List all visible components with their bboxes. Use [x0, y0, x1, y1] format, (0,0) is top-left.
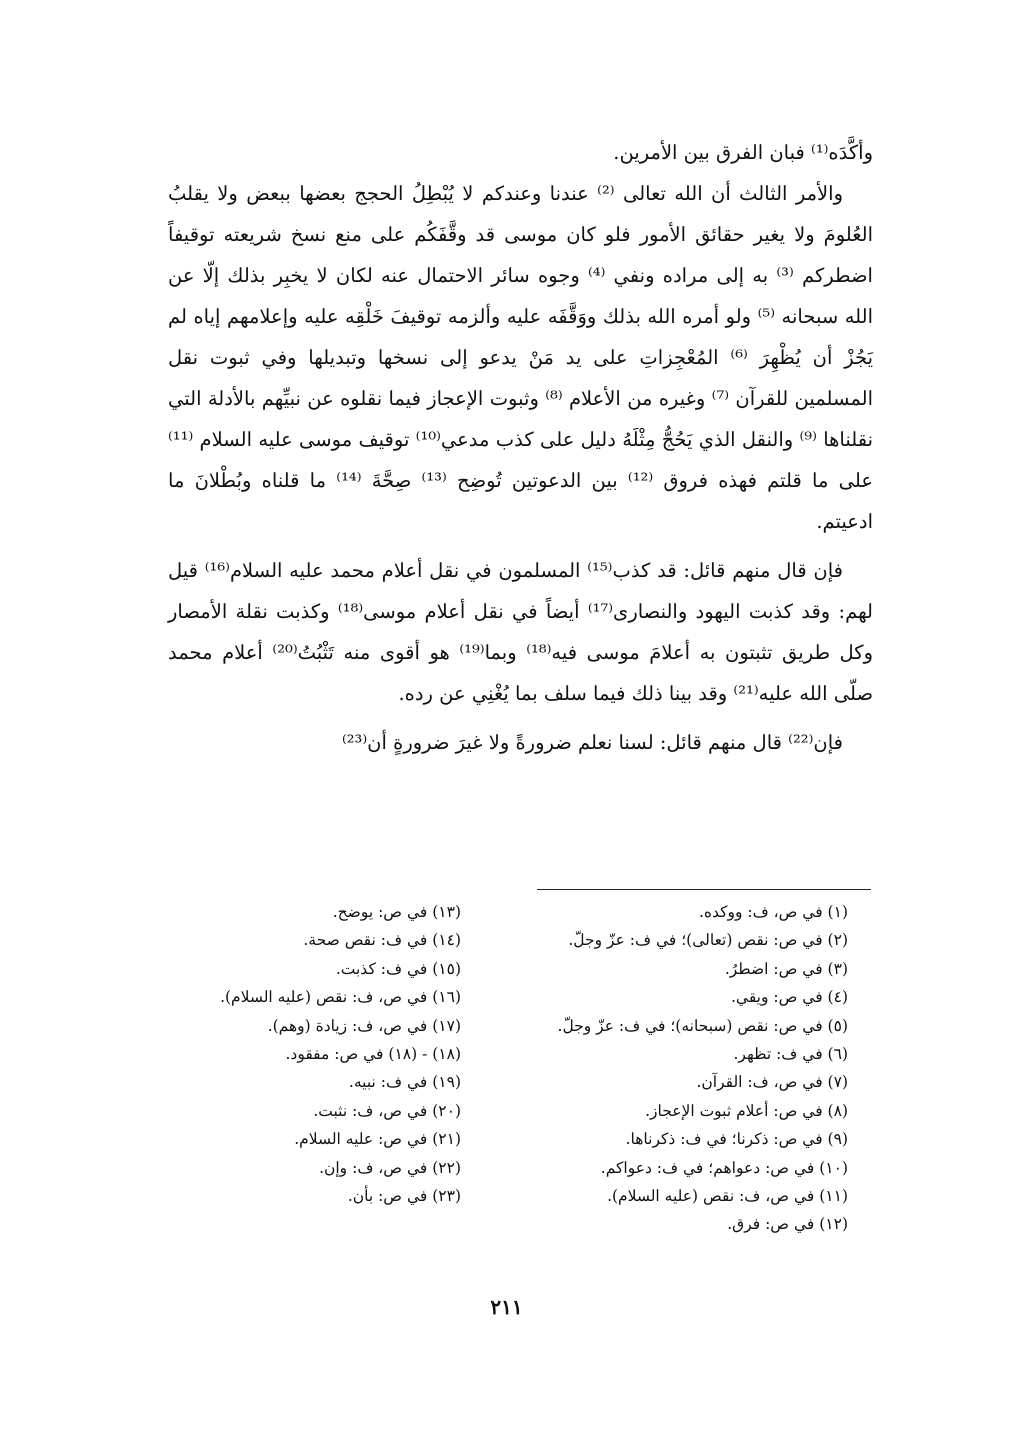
- footnotes-left-column: [220, 898, 461, 1210]
- footnote-item: (١٧) في ص، ف: زيادة (وهم).: [267, 1016, 461, 1035]
- footnote-item: (١٥) في ف: كذبت.: [335, 959, 461, 978]
- footnote-item: (١١) في ص، ف: نقص (عليه السلام).: [607, 1187, 848, 1206]
- paragraph-2: والأمر الثالث أن الله تعالى ⁽²⁾ عندنا وعندكم لا يُبْطِلُ الحجج بعضها ببعض ولا يقلبُ العُلومَ ولا يغير حقائق الأمور فلو كان موسى قد وقَّفَكُم على منع نسخ شريعته توقيفاً اضطركم ⁽³⁾ به إلى مراده ونفي ⁽⁴⁾ وجوه سائر الاحتمال عنه لكان لا يخبِر بذلك إلّا عن الله سبحانه ⁽⁵⁾ ولو أمره الله بذلك ووَقَّفَه عليه وألزمه توقيفَ خَلْقِه عليه وإعلامهم إياه لم يَجُزْ أن يُظْهِرَ ⁽⁶⁾ المُعْجِزاتِ على يد مَنْ يدعو إلى نسخها وتبديلها وفي ثبوت نقل المسلمين للقرآن ⁽⁷⁾ وغيره من الأعلام ⁽⁸⁾ وثبوت الإعجاز فيما نقلوه عن نبيِّهم بالأدلة التي نقلناها ⁽⁹⁾ والنقل الذي يَحُجُّ مِثْلَهُ دليل على كذب مدعي⁽¹⁰⁾ توقيف موسى عليه السلام ⁽¹¹⁾ على ما قلتم فهذه فروق ⁽¹²⁾ بين الدعوتين تُوضِح ⁽¹³⁾ صِحَّةَ ⁽¹⁴⁾ ما قلناه وبُطْلانَ ما ادعيتم.: [168, 182, 874, 533]
- footnote-item: (٢١) في ص: عليه السلام.: [294, 1130, 461, 1149]
- footnote-item: (٤) في ص: ويقي.: [731, 988, 848, 1007]
- paragraph-4: فإن⁽²²⁾ قال منهم قائل: لسنا نعلم ضرورةً ولا غيرَ ضرورةٍ أن⁽²³⁾: [341, 731, 843, 754]
- footnote-item: (٢٢) في ص، ف: وإن.: [319, 1158, 461, 1177]
- footnote-item: (١٢) في ص: فرق.: [727, 1215, 848, 1234]
- paragraph-3: فإن قال منهم قائل: قد كذب⁽¹⁵⁾ المسلمون في نقل أعلام محمد عليه السلام⁽¹⁶⁾ قيل لهم: وقد كذبت اليهود والنصارى⁽¹⁷⁾ أيضاً في نقل أعلام موسى⁽¹⁸⁾ وكذبت نقلة الأمصار وكل طريق تثبتون به أعلامَ موسى فيه⁽¹⁸⁾ وبما⁽¹⁹⁾ هو أقوى منه تَثْبُتُ⁽²⁰⁾ أعلام محمد صلّى الله عليه⁽²¹⁾ وقد بينا ذلك فيما سلف بما يُغْنِي عن رده.: [168, 559, 874, 705]
- footnotes-right-column: [558, 898, 848, 1239]
- main-text: [168, 132, 873, 763]
- footnote-item: (١) في ص، ف: ووكده.: [698, 903, 848, 921]
- footnote-item: (٣) في ص: اضطرُ.: [724, 959, 848, 978]
- footnote-item: (١٠) في ص: دعواهم؛ في ف: دعواكم.: [600, 1158, 848, 1177]
- footnote-item: (١٩) في ف: نبيه.: [348, 1073, 461, 1092]
- footnote-item: (٩) في ص: ذكرنا؛ في ف: ذكرناها.: [625, 1130, 848, 1149]
- footnote-item: (٧) في ص، ف: القرآن.: [696, 1073, 848, 1092]
- footnote-item: (٨) في ص: أعلام ثبوت الإعجاز.: [645, 1101, 848, 1120]
- footnote-item: (١٦) في ص، ف: نقص (عليه السلام).: [220, 988, 461, 1007]
- footnote-divider: [537, 889, 871, 890]
- footnote-item: (٥) في ص: نقص (سبحانه)؛ في ف: عزّ وجلّ.: [557, 1016, 848, 1035]
- page-number: ٢١١: [490, 1295, 523, 1319]
- footnote-item: (١٨) - (١٨) في ص: مفقود.: [285, 1045, 461, 1064]
- footnote-item: (١٣) في ص: يوضح.: [332, 903, 461, 921]
- footnote-item: (٢) في ص: نقص (تعالى)؛ في ف: عزّ وجلّ.: [568, 931, 848, 950]
- footnote-item: (١٤) في ف: نقص صحة.: [303, 931, 461, 950]
- footnote-item: (٢٣) في ص: بأن.: [347, 1187, 461, 1206]
- footnote-item: (٢٠) في ص، ف: نثبت.: [313, 1101, 461, 1120]
- footnote-item: (٦) في ف: تظهر.: [733, 1045, 848, 1064]
- paragraph-1: وأكَّدَه⁽¹⁾ فبان الفرق بين الأمرين.: [613, 141, 873, 164]
